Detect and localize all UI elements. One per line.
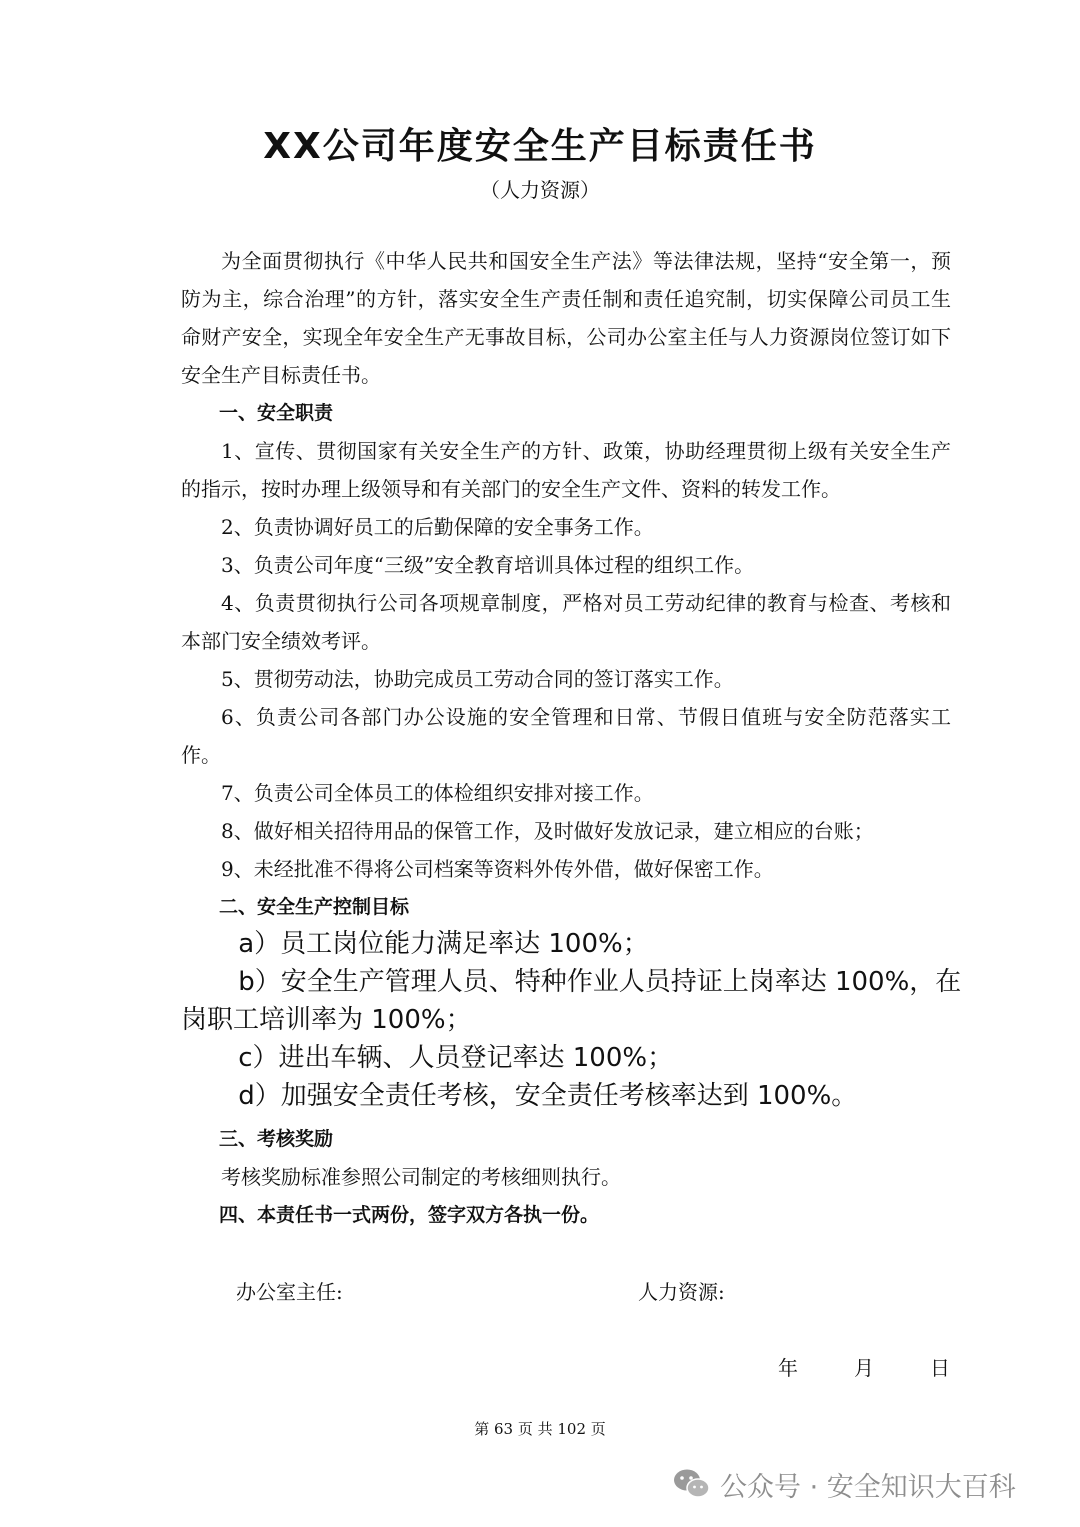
duty-item: 8、做好相关招待用品的保管工作，及时做好发放记录，建立相应的台账； <box>221 819 874 843</box>
date-day: 日 <box>930 1356 950 1380</box>
duty-item: 6、负责公司各部门办公设施的安全管理和日常、节假日值班与安全防范落实工作。 <box>181 705 951 767</box>
signature-office-director: 办公室主任: <box>236 1280 343 1304</box>
wechat-icon <box>672 1467 712 1501</box>
document-closing <box>181 1120 951 1234</box>
date-year: 年 <box>778 1356 798 1380</box>
duty-item: 5、贯彻劳动法，协助完成员工劳动合同的签订落实工作。 <box>221 667 734 691</box>
date-line <box>778 1352 1006 1381</box>
section-3-text: 考核奖励标准参照公司制定的考核细则执行。 <box>221 1165 621 1189</box>
duty-item: 7、负责公司全体员工的体检组织安排对接工作。 <box>221 781 654 805</box>
document-subtitle: （人力资源） <box>480 178 600 202</box>
section-3-heading: 三、考核奖励 <box>219 1128 334 1150</box>
section-1-heading: 一、安全职责 <box>219 402 334 424</box>
duty-item: 4、负责贯彻执行公司各项规章制度，严格对员工劳动纪律的教育与检查、考核和本部门安全绩效考评。 <box>181 591 951 653</box>
goals-list <box>181 925 971 1115</box>
watermark-text: 公众号 · 安全知识大百科 <box>720 1471 1016 1503</box>
section-2-heading: 二、安全生产控制目标 <box>219 896 410 918</box>
wechat-watermark <box>672 1462 1016 1506</box>
duty-item: 9、未经批准不得将公司档案等资料外传外借，做好保密工作。 <box>221 857 774 881</box>
goal-item: a）员工岗位能力满足率达 100%； <box>238 929 649 959</box>
page-number-footer: 第 63 页 共 102 页 <box>474 1420 606 1438</box>
intro-paragraph: 为全面贯彻执行《中华人民共和国安全生产法》等法律法规，坚持“安全第一，预防为主，综合治理”的方针，落实安全生产责任制和责任追究制，切实保障公司员工生命财产安全，实现全年安全生产无事故目标，公司办公室主任与人力资源岗位签订如下安全生产目标责任书。 <box>181 249 951 387</box>
goal-item: c）进出车辆、人员登记率达 100%； <box>238 1043 674 1073</box>
signature-human-resources: 人力资源: <box>638 1280 725 1304</box>
duty-item: 3、负责公司年度“三级”安全教育培训具体过程的组织工作。 <box>221 553 755 577</box>
document-body <box>181 242 951 926</box>
goal-item: d）加强安全责任考核，安全责任考核率达到 100%。 <box>238 1081 858 1111</box>
duty-item: 2、负责协调好员工的后勤保障的安全事务工作。 <box>221 515 654 539</box>
duty-item: 1、宣传、贯彻国家有关安全生产的方针、政策，协助经理贯彻上级有关安全生产的指示，按时办理上级领导和有关部门的安全生产文件、资料的转发工作。 <box>181 439 951 501</box>
section-4-heading: 四、本责任书一式两份，签字双方各执一份。 <box>219 1204 600 1226</box>
document-title: XX公司年度安全生产目标责任书 <box>263 126 817 167</box>
goal-item: b）安全生产管理人员、特种作业人员持证上岗率达 100%，在岗职工培训率为 100%； <box>181 967 962 1035</box>
date-month: 月 <box>854 1356 874 1380</box>
